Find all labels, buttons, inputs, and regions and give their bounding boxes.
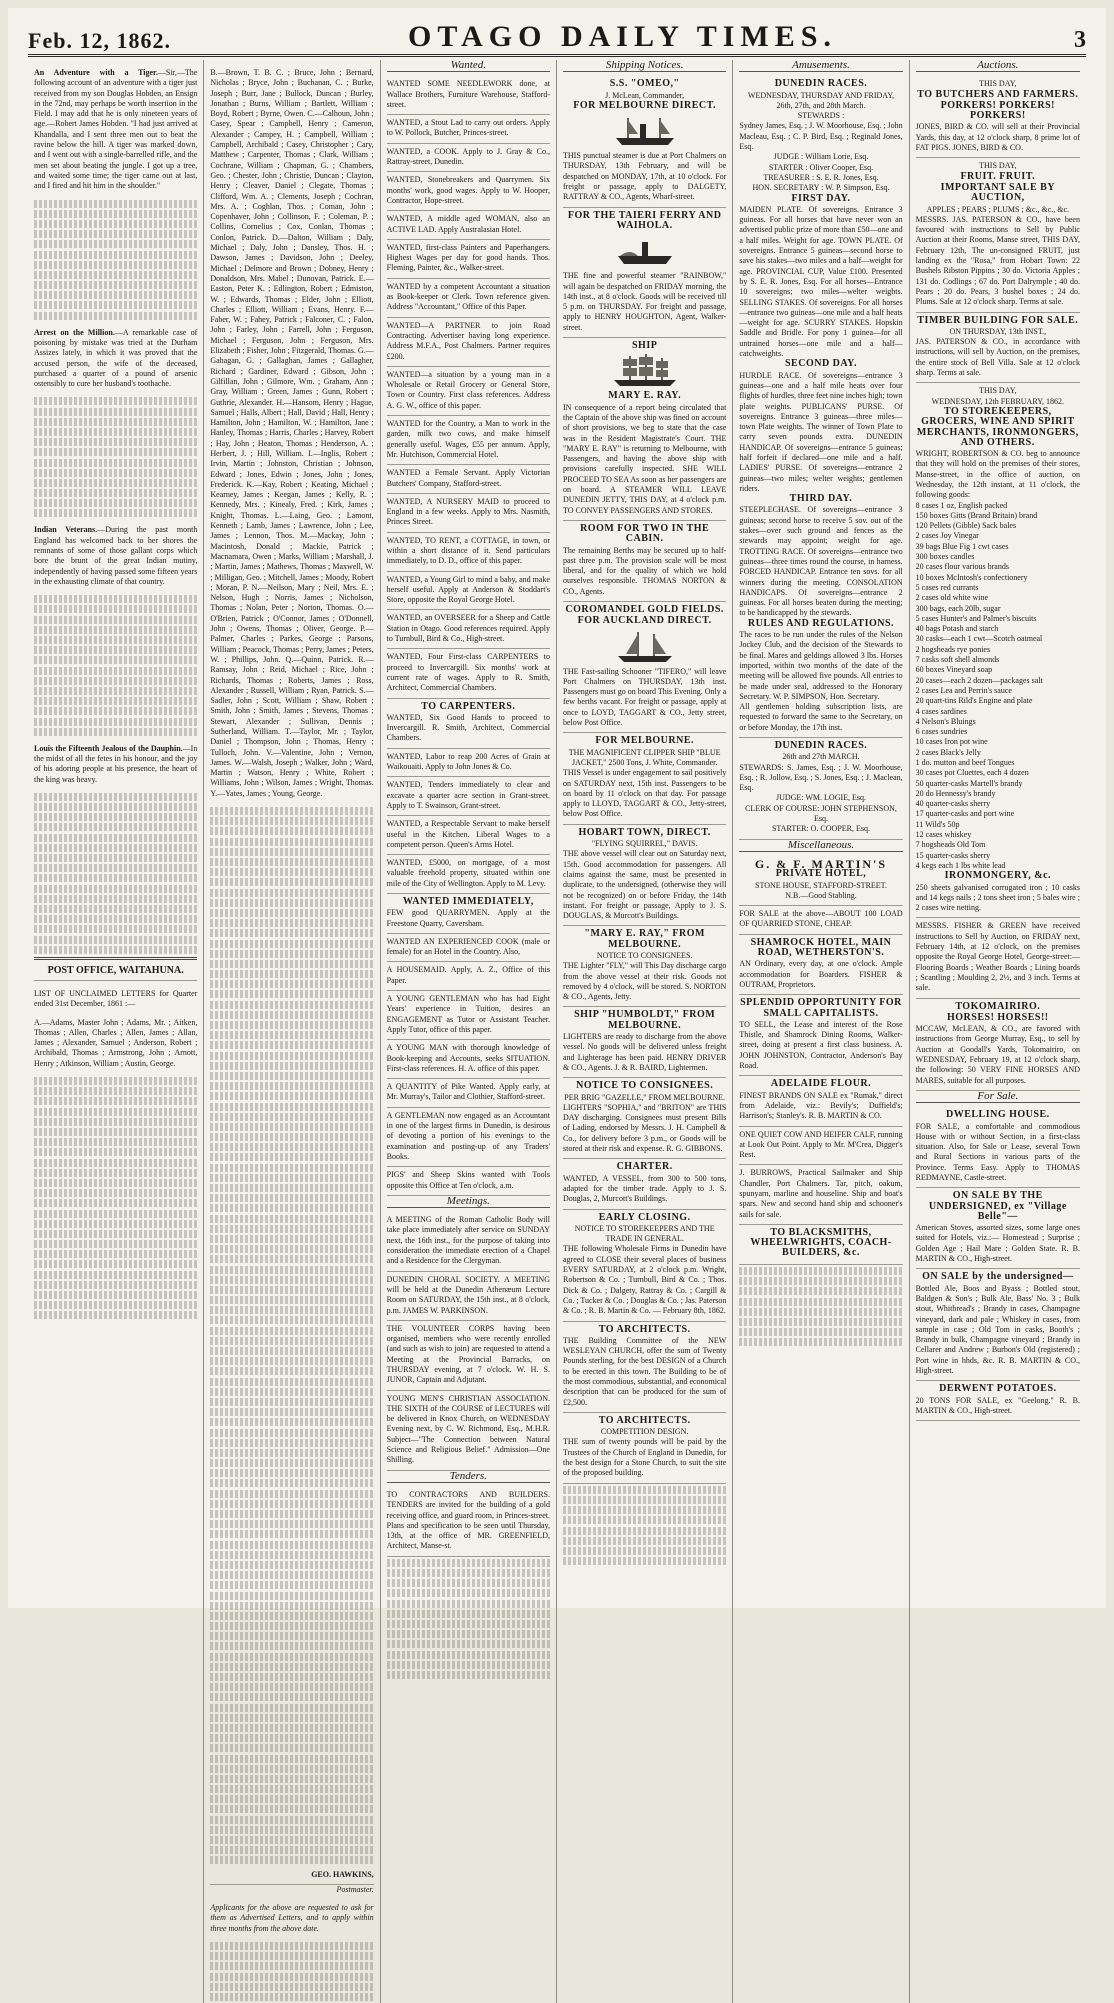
stoves-sale: ON SALE BY THE UNDERSIGNED, ex "Village Belle"— American Stoves, assorted sizes, some large ones suited for Hotels, viz.:— Homestead ; Surprise ; Golden Age ; Hail Mare ; Golden State. R. B. MARTIN & CO., High-street. — [916, 1188, 1080, 1269]
post-office-sub: LIST OF UNCLAIMED LETTERS for Quarter ended 31st December, 1861 :— — [34, 988, 198, 1009]
sailmaker-notice: J. BURROWS, Practical Sailmaker and Ship Chandler, Port Chalmers. Tar, pitch, oakum, spunyarn, marline and houseline. Ship and boat's spars. New and second hand ship and schooner's sails for sale. — [739, 1165, 902, 1224]
misc-ad: A HOUSEMAID. Apply, A. Z., Office of this Paper. — [387, 962, 550, 991]
capitalists-notice: SPLENDID OPPORTUNITY FOR SMALL CAPITALISTS. TO SELL, the Lease and interest of the Rose Thistle, and Shamrock Dining Rooms, Walker-street, doing at present a first class business. A. JOHN JOHNSTON, Contractor, Anderson's Bay Road. — [739, 995, 902, 1076]
auction-goods-list — [916, 501, 1080, 872]
wanted-ad: WANTED, an OVERSEER for a Sheep and Cattle Station in Otago. Good references required. Apply to Turnbull, Bird & Co., High-street. — [387, 610, 550, 649]
auction-goods-item: 10 cases Iron pot wine — [915, 737, 988, 747]
auction-goods-item: 5 cases Hunter's and Palmer's biscuits — [915, 613, 1037, 623]
auction-goods-item: 60 boxes Vineyard soap — [915, 665, 993, 675]
misc-ad: A GENTLEMAN now engaged as an Accountant in one of the largest firms in Dunedin, is desirous of devoting a portion of his evenings to the examination and posting-up of any Traders' Books. — [387, 1108, 550, 1167]
stone-sale-notice: FOR SALE at the above—ABOUT 100 LOAD OF QUARRIED STONE, CHEAP. — [739, 906, 902, 935]
auction-goods-item: 5 cases red currants — [915, 582, 979, 592]
storekeepers-auction: THIS DAY, WEDNESDAY, 12th FEBRUARY, 1862. TO STOREKEEPERS, GROCERS, WINE AND SPIRIT MERCHANTS, IRONMONGERS, AND OTHERS. WRIGHT, ROBERTSON & CO. beg to announce that they will hold on the premises of their stores, Manse-street, in the office of auction, on Wednesday, the 12th instant, at 11 o'clock, the following goods: 8 cases 1 oz, English packed 150 boxes Gitts (Brand Britain) brand 120 Pellets (Gibble) Sack bales 2 cases Joy Vinegar 39 bags Blue Fig 1 cwt cases 300 boxes candles 20 cases flour various brands 10 boxes McIntosh's confectionery 5 cases red currants 2 cases old white wine 300 bags, each 20lb, sugar 5 cases Hunter's and Palmer's biscuits 40 bags Potash and starch 30 casks—each 1 cwt—Scotch oatmeal 2 hogsheads rye ponies 7 casks soft shell almonds 60 boxes Vineyard soap 20 cases—each 2 dozen—packages salt 2 cases Lea and Perrin's sauce 20 quart-tins Rild's Engine and plate 4 cases sardines 4 Nelson's Bluings 6 cases sundries 10 cases Iron pot wine 2 cases Black's Jelly 1 do. mutton and beef Tongues 30 cases pot Cluettes, each 4 dozen 50 quarter-casks Martell's brandy 20 do Hennessy's brandy 40 quarter-casks sherry 17 quarter-casks and port wine 11 Wild's 50p 12 cases whiskey 7 hogsheads Old Tom 15 quarter-casks sherry 4 kegs each 1 lbs white lead IRONMONGERY, &c. 250 sheets galvanised corrugated iron ; 10 casks and 14 kegs nails ; 2 tons sheet iron ; 5 bales wire ; 2 cases wire netting. — [916, 383, 1080, 918]
auction-goods-item: 20 do Hennessy's brandy — [915, 788, 996, 798]
auction-goods-item: 17 quarter-casks and port wine — [915, 809, 1015, 819]
auction-goods-item: 39 bags Blue Fig 1 cwt cases — [915, 541, 1009, 551]
misc-ad: PIGS' and Sheep Skins wanted with Tools opposite this Office at Ten o'clock, a.m. — [387, 1167, 550, 1196]
postmaster-signature: GEO. HAWKINS, — [210, 1867, 373, 1885]
auctions-heading: Auctions. — [916, 60, 1080, 72]
steamer-icon — [610, 234, 680, 268]
auction-goods-item: 4 cases sardines — [915, 706, 967, 716]
auction-goods-item: 15 quarter-casks sherry — [915, 850, 991, 860]
horses-auction: TOKOMAIRIRO. HORSES! HORSES!! MCCAW, McLEAN, & CO., are favored with instructions from George Murray, Esq., to sell by Auction at Goodall's Yards, Tokomairiro, on WEDNESDAY, February 19, at 12 o'clock sharp, the following: 50 VERY FINE HORSES AND MARES, suitable for all purposes. — [916, 999, 1080, 1091]
quarrymen-ad: WANTED IMMEDIATELY, FEW good QUARRYMEN. Apply at the Freestone Quarry, Caversham. — [387, 894, 550, 934]
adelaide-flour-notice: ADELAIDE FLOUR. FINEST BRANDS ON SALE ex "Rumak," direct from Adelaide, viz.: Bevily's; Duffield's; Harrison's; Stanley's. R. B. MARTIN & CO. — [739, 1076, 902, 1126]
auction-goods-item: 11 Wild's 50p — [915, 819, 960, 829]
hotel-notice: G. & F. MARTIN'S PRIVATE HOTEL, STONE HOUSE, STAFFORD-STREET. N.B.—Good Stabling. — [739, 856, 902, 906]
mary-e-ray-notice: SHIP MARY E. RAY. IN consequence of a report being circulated that the Captain of the above ship was fined on account of short provisions, we beg to state that the case was in the Resident Magistrate's Court. THE "MARY E. RAY" is returning to Melbourne, with Passengers, and having the above ship with provisions carefully inspected. SHE WILL PROCEED TO SEA As soon as her passengers are on board. A STEAMER WILL LEAVE DUNEDIN JETTY, THIS DAY, at 4 o'clock p.m. TO CONVEY PASSENGERS AND STORES. — [563, 338, 726, 521]
columns — [28, 59, 1086, 1933]
newspaper-page — [8, 8, 1106, 1933]
auction-goods-item: 30 cases pot Cluettes, each 4 dozen — [915, 768, 1029, 778]
auction-goods-item: 7 casks soft shell almonds — [915, 655, 1000, 665]
wanted-ad: WANTED, Four First-class CARPENTERS to proceed to Invercargill. Six months' work at current rate of wages. Apply to R. Smith, Architect, Commercial Chambers. — [387, 649, 550, 698]
early-closing-notice: EARLY CLOSING. NOTICE TO STOREKEEPERS AND THE TRADE IN GENERAL. THE following Wholesale Firms in Dunedin have agreed to CLOSE their several places of business EVERY SATURDAY, at 2 o'clock p.m. Wright, Robertson & Co. ; Turnbull, Bird & Co. ; Thos. Dick & Co. ; Dalgety, Rattray & Co. ; Cargill & Co. ; Tucker & Co. ; Douglas & Co. ; Jas. Paterson & Co. ; R. B. Martin & Co. — February 8th, 1862. — [563, 1210, 726, 1322]
fisher-green-auction: MESSRS. FISHER & GREEN have received instructions to Sell by Auction, on FRIDAY next, February 14th, at 12 o'clock, on the premises opposite the Royal George Hotel, George-street:— Flooring Boards ; Weather Boards ; Lining boards ; Scantling ; Moulding 2, 2½, and 3 inch. Terms at sale. — [916, 918, 1080, 998]
wanted-ad: WANTED, a Respectable Servant to make herself useful in the Kitchen. Liberal Wages to a competent person. Queen's Arms Hotel. — [387, 816, 550, 855]
auction-goods-item: 2 cases Joy Vinegar — [915, 531, 979, 541]
wanted-ad: WANTED, first-class Painters and Paperhangers. Highest Wages per day for good hands. Thos. Fleming, Painter, &c., Walker-street. — [387, 240, 550, 279]
fly-lighter-notice: "MARY E. RAY," FROM MELBOURNE. NOTICE TO CONSIGNEES. THE Lighter "FLY," will This Day discharge cargo from the above vessel at their risk. Goods not removed by 4 o'clock, will be stored. S. NORTON & CO., Agents, Jetty. — [563, 926, 726, 1007]
column-3 — [381, 60, 557, 2003]
auction-goods-item: 2 cases old white wine — [915, 593, 989, 603]
blue-jacket-notice: FOR MELBOURNE. THE MAGNIFICENT CLIPPER SHIP "BLUE JACKET," 2500 Tons, J. White, Commander. THIS Vessel is under engagement to sail positively on SATURDAY next, 15th inst. Passengers to be on board by 11 o'clock on that day. For passage apply to LLOYD, TAGGART & CO., Jetty-street, below Post Office. — [563, 733, 726, 824]
auction-goods-item: 2 cases Lea and Perrin's sauce — [915, 685, 1012, 695]
hobart-notice: HOBART TOWN, DIRECT. "FLYING SQUIRREL," DAVIS. THE above vessel will clear out on Saturday next, 15th. Good accommodation for passengers. All claims against the same, must be presented in duplicate, to the undersigned, (otherwise they will not be recognized) on or before Friday, the 14th instant. For freight or passage, Apply to J. S. DOUGLAS, & Murcott's Buildings. — [563, 825, 726, 927]
masthead — [28, 14, 1086, 57]
auction-goods-item: 30 casks—each 1 cwt—Scotch oatmeal — [915, 634, 1043, 644]
column-1 — [28, 60, 204, 2003]
tender-notice: TO CONTRACTORS AND BUILDERS. TENDERS are invited for the building of a gold receiving office, and guard room, in Princes-street. Plans and specification to be seen until Thursday, 13th, at the office of MR. GREENFIELD, Architect, Manse-st. — [387, 1487, 550, 1557]
column-4 — [557, 60, 733, 2003]
letter-list: B.—Brown, T. B. C. ; Bruce, John ; Bernard, Nicholas ; Bryce, John ; Buchanan, C. ; Burke, Joseph ; Burr, Jane ; Bullock, Duncan ; Burley, Jonathan ; Burns, William ; Bartlett, William ; Boyd, Robert ; Byrne, Owen. C.—Calhoun, John ; Casey, Spear ; Campbell, Henry ; Cameron, Alexander ; Campey, H. ; Campbell, William ; Campbell, Archibald ; Casey, Christopher ; Cary, Matthew ; Carpenter, Thomas ; Clark, William ; Cochrane, William ; Chapman, G. ; Chambers, Geo. ; Chester, John ; Christie, Duncan ; Clayton, Henry ; Cleaver, Daniel ; Clegate, Thomas ; Clifford, Wm. A. ; Clements, Joseph ; Cochran, Mrs. A. ; Coghlan, Thos. ; Coman, John ; Copenhaver, John ; Collinson, F. ; Coleman, P. ; Collins, Cornelius ; Cox, Conlan, Thomas ; Conlon, Patrick. D.—Dalton, William ; Daly, Michael ; Daly, John ; Dansley, Thos. H. ; Dawson, James ; Davidson, John ; Deeley, Michael ; Delmore and Brown ; Dobney, Henry ; Donaldson, Mrs. Mabel ; Dunovan, Patrick. E.—Easton, Peter K. ; Edlington, Robert ; Edmiston, W. ; Edwards, Thomas ; Elder, John ; Elliott, Charles ; Elliott, William ; Evans, Henry. F.—Faber, W. ; Fahey, Patrick ; Falconer, C. ; Falon, John ; Farley, John ; Farrell, John ; Ferguson, Michael ; Ferguson, John ; Ferguson, Mrs. Elizabeth ; Fisher, John ; Fitzgerald, Thomas. G.—Gahagan, G. ; Gallaghan, James ; Gallagher, Richard ; Gardiner, Edward ; Gibson, John ; Gilfillan, John ; Gilmore, Wm. ; Graham, Ann ; Gray, William ; Green, James ; Gunn, Robert ; Guthrie, Alexander. H.—Hansom, Henry ; Hague, Samuel ; Halls, Albert ; Hall, David ; Hall, Henry ; Hamilton, John ; Hamilton, W. ; Hamilton, Jane ; Hanley, Thomas ; Harris, Charles ; Harvey, Robert ; Hay, John ; Heaton, Thomas ; Henderson, A. ; Herbert, J. ; Hill, William. I.—Inglis, Robert ; Irvin, Martin ; Johnston, Christian ; Johnson, Edward ; Jones, Edwin ; Jones, John ; Jones, Frederick. K.—Kay, Robert ; Keating, Michael ; Kearney, James ; Keegan, James ; Kelly, R. ; Kennedy, Mrs. ; Kinealy, Fred. ; Kirk, James ; Knight, Thomas. L.—Laing, Geo. ; Lamont, Kenneth ; Lamb, James ; Lawrence, John ; Lee, James ; Lennon, Thos. M.—Mackay, John ; Macintosh, Donald ; Mackie, Patrick ; Macnamara, Owen ; Marks, William ; Marshall, J. ; Martin, James ; Mathews, Thomas ; Maxwell, W. ; Milligan, Geo. ; Mitchell, James ; Moody, Robert ; Moran, P. N.—Neilson, Mary ; Neil, Mrs. E. ; Nelson, Hugh ; Norris, James ; Nicholson, Thomas ; Nolan, Peter ; Norton, Thomas. O.—O'Brien, Patrick ; O'Connor, James ; O'Donnell, John ; Owens, Thomas ; Oliver, George. P.—Palmer, Charles ; Parkes, George ; Parsons, William ; Peacock, Thomas ; Perry, James ; Peters, W. ; Phillips, John. Q.—Quinn, Patrick. R.—Ramsay, John ; Reid, Michael ; Rice, John ; Richards, Thomas ; Roberts, James ; Ross, Alexander ; Russell, William ; Ryan, Patrick. S.—Sadler, John ; Scott, William ; Shaw, Robert ; Smith, John ; Smith, James ; Stevens, Thomas ; Stewart, Alexander ; Sullivan, Dennis ; Sutherland, William. T.—Taylor, Mr. ; Taylor, Daniel ; Thompson, John ; Thomas, Henry ; Tulloch, John. V.—Valentine, John ; Vernon, James. W.—Walsh, Joseph ; Walker, John ; Ward, Martin ; Watson, Henry ; White, Robert ; Williams, John ; Wilson, James ; Wright, Thomas. Y.—Yates, James ; Young, George. — [210, 68, 374, 798]
page-number: 3 — [1074, 27, 1086, 53]
wanted-ad: WANTED, Stonebreakers and Quarrymen. Six months' work, good wages. Apply to W. Hooper, Contractor, Hope-street. — [387, 172, 550, 211]
auction-goods-item: 20 cases—each 2 dozen—packages salt — [915, 675, 1043, 685]
architects-competition-notice: TO ARCHITECTS. COMPETITION DESIGN. THE sum of twenty pounds will be paid by the Trustees of the Church of England in Dunedin, for the best design for a Stone Church, to suit the site of the proposed building. — [563, 1413, 726, 1484]
article-dauphin: Louis the Fifteenth Jealous of the Dauphin.—In the midst of all the fetes in his honour, and the joy of his adoring people at his presence, the heart of the king was heavy. — [34, 743, 198, 784]
wanted-ad: WANTED for the Country, a Man to work in the garden, milk two cows, and make himself generally useful. Wages, £55 per annum. Apply, Mr. Hutchison, Commercial Hotel. — [387, 416, 550, 465]
races-second-notice: DUNEDIN RACES. 26th and 27th MARCH. STEWARDS: S. James, Esq. ; J. W. Moorhouse, Esq. ; R. Jollow, Esq. ; S. Jones, Esq. ; J. Maclean, Esq. JUDGE: WM. LOGIE, Esq. CLERK OF COURSE: JOHN STEPHENSON, Esq. STARTER: O. COOPER, Esq. — [739, 738, 902, 840]
auction-goods-item: 2 cases Black's Jelly — [915, 747, 981, 757]
charter-notice: CHARTER. WANTED, A VESSEL, from 300 to 500 tons, adapted for the timber trade. Apply to J. S. Douglas, 2, Murcott's Buildings. — [563, 1159, 726, 1209]
auction-goods-item: 4 Nelson's Bluings — [915, 716, 976, 726]
liquor-sale: ON SALE by the undersigned— Bottled Ale, Boos and Byass ; Bottled stout, Baldgen & Son's ; Bulk Ale, Bass' No. 3 ; Bulk stout, Whitbread's ; Brandy in cases, Champagne vineyard, dark and pale ; Whiskey in cases, from sample in case ; Old Tom in casks, Booth's ; Brandy in bulk, Champagne vineyard ; Brandy in Cellarer and Andrew ; Burbon's Old (registered) ; Port wine in hhds, &c. R. B. MARTIN & CO., High-street. — [916, 1269, 1080, 1381]
wanted-ad: WANTED, £5000, on mortgage, of a most valuable freehold property, situated within one mile of the City of Wellington. Apply to M. Levy. — [387, 855, 550, 894]
amusements-heading: Amusements. — [739, 60, 902, 72]
steamer-icon — [610, 114, 680, 148]
postmaster-note: Applicants for the above are requested to ask for them as Advertised Letters, and to apply within three months from the above date. — [210, 1903, 374, 1933]
fruit-auction: THIS DAY, FRUIT. FRUIT. IMPORTANT SALE BY AUCTION, APPLES ; PEARS ; PLUMS ; &c., &c., &c. MESSRS. JAS. PATERSON & CO., have been favoured with instructions to Sell by Public Auction at their Rooms, Manse street, THIS DAY, February 12th, The un-consigned FRUIT, just landing ex the "Rosa," from Hobart Town: 22 Bushels Ribston Pippins ; 30 do. Victoria Apples ; 131 do. Codlings ; 67 do. Port Dalrymple ; 40 do. Pears ; 20 do. Pears, 3 bushel boxes ; 24 do. Plums. Sale at 12 o'clock sharp. Terms at sale. — [916, 158, 1080, 312]
schooner-icon — [610, 630, 680, 664]
article-arsenic: Arrest on the Million.—A remarkable case of poisoning by mistake was tried at the Durham Assizes lately, in which it was proved that the accused person, the wife of the deceased, purchased a quarter of a pound of arsenic ostensibly to cure her husband's toothache. — [34, 327, 198, 389]
auction-goods-item: 2 hogsheads rye ponies — [915, 644, 991, 654]
postmaster-title: Postmaster. — [336, 1884, 374, 1894]
auction-goods-item: 7 hogsheads Old Tom — [915, 840, 986, 850]
wanted-ad: WANTED, Tenders immediately to clear and excavate a quarter acre section in Grant-street. Apply to T. Swainson, Grant-street. — [387, 777, 550, 816]
wanted-ad: WANTED, A middle aged WOMAN, also an ACTIVE LAD. Apply Australasian Hotel. — [387, 211, 550, 240]
wanted-ad: WANTED, a Young Girl to mind a baby, and make herself useful. Apply at Anderson & Stoddart's Store, opposite the Royal George Hotel. — [387, 572, 550, 611]
auction-goods-item: 40 quarter-casks sherry — [915, 799, 991, 809]
auction-goods-item: 40 bags Potash and starch — [915, 624, 999, 634]
wanted-ad: WANTED SOME NEEDLEWORK done, at Wallace Brothers, Furniture Warehouse, Stafford-street. — [387, 76, 550, 115]
auction-goods-item: 4 kegs each 1 lbs white lead — [915, 860, 1006, 870]
wanted-ad: WANTED, Labor to reap 200 Acres of Grain at Waikouaiti. Apply to John Jones & Co. — [387, 749, 550, 778]
auction-goods-item: 10 boxes McIntosh's confectionery — [915, 572, 1028, 582]
letter-list-a: A.—Adams, Master John ; Adams, Mr. ; Aitken, Thomas ; Allen, Charles ; Allen, James ; Allan, James ; Alexander, Samuel ; Anderson, Robert ; Archibald, Thomas ; Armstrong, John ; Arnott, Henry ; Atkinson, William ; Austin, George. — [34, 1017, 198, 1068]
wanted-ad: WANTED—A PARTNER to join Road Contracting. Advertiser having long experience. Address M.F.A., Post Chalmers. Partner requires £200. — [387, 318, 550, 367]
humboldt-notice: SHIP "HUMBOLDT," FROM MELBOURNE. LIGHTERS are ready to discharge from the above vessel. No goods will be delivered unless freight and Lighterage has been paid. HENRY DRIVER & CO., Agents. J. & R. BAIRD, Lightermen. — [563, 1007, 726, 1078]
timber-auction: TIMBER BUILDING FOR SALE. ON THURSDAY, 13th INST., JAS. PATERSON & CO., in accordance with instructions, will sell by Auction, on the premises, the entire stock of Bell Villa. Sale at 12 o'clock sharp. Terms at sale. — [916, 313, 1080, 384]
miscellaneous-heading: Miscellaneous. — [739, 840, 902, 852]
potatoes-sale: DERWENT POTATOES. 20 TONS FOR SALE, ex "Geelong." R. B. MARTIN & CO., High-street. — [916, 1381, 1080, 1421]
article-tiger: An Adventure with a Tiger.—Sir,—The following account of an adventure with a tiger just received from my son Douglas Hobden, an Ensign in the 72nd, may perhaps be worth insertion in the Field. I may add that he is only nineteen years of age.—Robert James Hobden. "I had just arrived at Khandalla, and I sent three men out to beat the ravine below the hill. A tiger was marked down, and I went out with a single-barrelled rifle, and the men set about beating the jungle. I got up a tree, and waited some time; the tiger came out at last, and I fired and hit him in the shoulder." — [34, 68, 198, 191]
cow-notice: ONE QUIET COW AND HEIFER CALF, running at Look Out Point. Apply to Mr. M'Crea, Digger's Rest. — [739, 1127, 902, 1166]
auction-goods-item: 12 cases whiskey — [915, 830, 972, 840]
issue-date: Feb. 12, 1862. — [28, 28, 171, 53]
races-notice: DUNEDIN RACES. WEDNESDAY, THURSDAY AND FRIDAY, 26th, 27th, and 28th March. STEWARDS : Sydney James, Esq. ; J. W. Moorhouse, Esq. ; John Macleau, Esq. ; C. P. Bird, Esq. ; Reginald Jones, Esq. JUDGE : William Lorie, Esq. STARTER : Oliver Cooper, Esq. TREASURER : S. E. R. Jones, Esq. HON. SECRETARY : W. P. Simpson, Esq. FIRST DAY. MAIDEN PLATE. Of sovereigns. Entrance 3 guineas. For all horses that have never won an advertised public prize of more than £50—one and a half miles. Weight for age. TOWN PLATE. Of sovereigns. Entrance 5 guineas—second horse to save his stakes—two miles and a half—weight for age. PROVINCIAL CUP, Value £100. Presented by S. E. R. Jones, Esq. For all horses—Entrance 10 sovereigns; two miles—welter weights. SELLING STAKES. Of sovereigns. For all horses—entrance two guineas—one mile and a half heats—weight for age. SCURRY STAKES. Hopskin Saddle and Bridle. For pony 1 guinea—for all untrained horses—one mile and a half—catchweights. SECOND DAY. HURDLE RACE. Of sovereigns—entrance 3 guineas—one and a half mile heats over four flights of hurdles, three feet nine inches high; town plate weights. PUBLICANS' PURSE. Of sovereigns. Entrance 3 guineas—three miles—town Plate weights. The winner of Town Plate to carry seven pounds extra. DUNEDIN HANDICAP. Of sovereigns—entrance 5 guineas; half forfeit if declared—one mile and a half. LADIES' PURSE. Of sovereigns—entrance 2 guineas—two miles; welter weights; gentlemen riders. THIRD DAY. STEEPLECHASE. Of sovereigns—entrance 3 guineas; second horse to receive 5 sov. out of the stakes—over such ground and fences as the stewards may appoint; weight for age. TROTTING RACE. Of sovereigns—entrance two guineas—three times round the course, in harness. FORCED HANDICAP. Entrance ten sovs. for all winners during the meeting. CONSOLATION HANDICAPS. Of sovereigns—entrance 2 guineas. For all horses beaten during the meeting; to be handicapped by the stewards. RULES AND REGULATIONS. The races to be run under the rules of the Nelson Jockey Club, and the decision of the Stewards to be final. Mares and geldings allowed 3 lbs. Horses imported, within two months of the date of the meeting will be allowed five pounds. All entries to be made under seal, addressed to the Honorary Secretary. W. P. SIMPSON, Hon. Secretary. All gentlemen holding subscription lists, are requested to forward the same to the Secretary, on or before Monday, the 17th inst. — [739, 76, 902, 738]
misc-ad: A YOUNG MAN with thorough knowledge of Book-keeping and Accounts, seeks SITUATION. First-class references. H. A. office of this paper. — [387, 1040, 550, 1079]
wanted-ad: WANTED, A NURSERY MAID to proceed to England in a few weeks. Apply to Mrs. Nasmith, Princes Street. — [387, 494, 550, 533]
omeo-notice: S.S. "OMEO," J. McLean, Commander, FOR MELBOURNE DIRECT. THIS punctual steamer is due at Port Chalmers on THURSDAY, 13th February, and will be despatched on MONDAY, 17th, at 10 o'clock. For freight or passage, apply to DALGETY, RATTRAY & CO., Agents, Wharf-street. — [563, 76, 726, 207]
wanted-ad: WANTED, TO RENT, a COTTAGE, in town, or within a short distance of it. Send particulars immediately, to D. D., office of this paper. — [387, 533, 550, 572]
dwelling-sale: DWELLING HOUSE. FOR SALE, a comfortable and commodious House with or without Section, in a first-class situation. Also, for Sale or Lease, several Town and Rural Sections in various parts of the Province. Terms Easy. Apply to THOMAS REDMAYNE, Castle-street. — [916, 1107, 1080, 1188]
sailing-ship-icon — [610, 354, 680, 388]
auction-goods-item: 300 bags, each 20lb, sugar — [915, 603, 1001, 613]
column-2 — [204, 60, 380, 2003]
taieri-notice: FOR THE TAIERI FERRY AND WAIHOLA. THE fine and powerful steamer "RAINBOW," will again be despatched on FRIDAY morning, the 14th inst., at 8 o'clock. Goods will be received till 5 p.m. on THURSDAY. For freight and passage, apply to HENRY HOUGHTON, Agent, Walker-street. — [563, 208, 726, 338]
column-6 — [910, 60, 1086, 2003]
auction-goods-item: 20 cases flour various brands — [915, 562, 1009, 572]
meeting-notice: A MEETING of the Roman Catholic Body will take place immediately after service on SUNDAY next, the 16th inst., for the purpose of taking into consideration the immediate erection of a Chapel and a Residence for the Clergyman. — [387, 1212, 550, 1271]
wanted-ads — [387, 76, 550, 698]
wanted-ad: WANTED a Female Servant. Apply Victorian Butchers' Company, Stafford-street. — [387, 465, 550, 494]
auction-goods-item: 20 quart-tins Rild's Engine and plate — [915, 696, 1033, 706]
newspaper-title: OTAGO DAILY TIMES. — [408, 20, 837, 53]
gazelle-notice: NOTICE TO CONSIGNEES. PER BRIG "GAZELLE," FROM MELBOURNE. LIGHTERS "SOPHIA," and "BRITON" are THIS DAY discharging. Consignees must present Bills of Lading, endorsed by Messrs. J. H. Campbell & Co., for delivery before 3 p.m., or Goods will be stored at their risk and expense. R. G. GIBBONS. — [563, 1078, 726, 1159]
wanted-ad: WANTED—a situation by a young man in a Wholesale or Retail Grocery or General Store, Town or Country. First class references. Address A. G. W., office of this paper. — [387, 367, 550, 416]
misc-ad: A QUANTITY of Pike Wanted. Apply early, at Mr. Murray's, Tailor and Clothier, Stafford-street. — [387, 1079, 550, 1108]
meeting-notice: DUNEDIN CHORAL SOCIETY. A MEETING will be held at the Dunedin Athenæum Lecture Room on SATURDAY, the 15th inst., at 8 o'clock, p.m. JAMES W. PARKINSON. — [387, 1272, 550, 1321]
wanted-ad: WANTED, a Stout Lad to carry out orders. Apply to W. Pollock, Butcher, Princes-street. — [387, 115, 550, 144]
auction-goods-item: 50 quarter-casks Martell's brandy — [915, 778, 1023, 788]
auckland-notice: COROMANDEL GOLD FIELDS. FOR AUCKLAND DIRECT. THE Fast-sailing Schooner "TIFERO," will leave Port Chalmers on THURSDAY, 13th inst. Passengers must go on board This Evening. Only a few berths vacant. For freight or passage, apply at once to LOYD, TAGGART & CO., Jetty street, below Post Office. — [563, 602, 726, 733]
shipping-heading: Shipping Notices. — [563, 60, 726, 72]
porkers-auction: THIS DAY, TO BUTCHERS AND FARMERS. PORKERS! PORKERS! PORKERS! JONES, BIRD & CO. will sell at their Provincial Yards, this day, at 12 o'clock sharp, 8 prime lot of FAT PIGS. JONES, BIRD & CO. — [916, 76, 1080, 158]
wanted-ad: WANTED by a competent Accountant a situation as Book-keeper or Clerk. Town reference given. Address "Accountant," Office of this Paper. — [387, 279, 550, 318]
misc-ad: WANTED AN EXPERIENCED COOK (male or female) for an Hotel in the Country. Also, — [387, 934, 550, 963]
auction-goods-item: 8 cases 1 oz, English packed — [915, 500, 1008, 510]
auction-goods-item: 150 boxes Gitts (Brand Britain) brand — [915, 510, 1038, 520]
carpenters-ad: TO CARPENTERS. WANTED, Six Good Hands to proceed to Invercargill. R. Smith, Architect, Commercial Chambers. — [387, 699, 550, 749]
cabin-notice: ROOM FOR TWO IN THE CABIN. The remaining Berths may be secured up to half-past three p.m. The provision scale will be most liberal, and for the quality of which we hold ourselves responsible. THOMAS NORTON & CO., Agents. — [563, 521, 726, 602]
blacksmiths-notice: TO BLACKSMITHS, WHEELWRIGHTS, COACH-BUILDERS, &c. — [739, 1225, 902, 1265]
misc-ad: A YOUNG GENTLEMAN who has had Eight Years' experience in Tuition, desires an ENGAGEMENT as Tutor or Assistant Teacher. Apply Tutor, office of this paper. — [387, 991, 550, 1040]
meeting-notice: YOUNG MEN'S CHRISTIAN ASSOCIATION. THE SIXTH of the COURSE of LECTURES will be delivered in Knox Church, on WEDNESDAY Evening next, by C. W. Richmond, Esq., M.H.R. Subject—"The Connection between Natural Science and Religious Belief." Admission—One Shilling. — [387, 1391, 550, 1471]
column-5 — [733, 60, 909, 2003]
architects-notice: TO ARCHITECTS. THE Building Committee of the NEW WESLEYAN CHURCH, offer the sum of Twenty Pounds sterling, for the best DESIGN of a Church to be erected in this town. The Building to be of the most commodious, substantial, and economical description that can be produced for the sum of £2,500. — [563, 1322, 726, 1413]
auction-goods-item: 300 boxes candles — [915, 552, 975, 562]
shamrock-notice: SHAMROCK HOTEL, MAIN ROAD, WETHERSTON'S. AN Ordinary, every day, at one o'clock. Ample accommodation for Boarders. FISHER & OUTRAM, Proprietors. — [739, 935, 902, 995]
meeting-notice: THE VOLUNTEER CORPS having been organised, members who were recently enrolled (and such as wish to join) are requested to attend a Meeting at the Provincial Barracks, on THURSDAY evening, at 7 o'clock. W. H. S. JUNOR, Captain and Adjutant. — [387, 1321, 550, 1391]
article-veterans: Indian Veterans.—During the past month England has welcomed back to her shores the remnants of some of those gallant corps which bore the brunt of the great Indian mutiny, independently of having passed some fifteen years in the exhausting climate of that country. — [34, 525, 198, 586]
auction-goods-item: 120 Pellets (Gibble) Sack bales — [915, 521, 1017, 531]
for-sale-heading: For Sale. — [916, 1091, 1080, 1103]
auction-goods-item: 1 do. mutton and beef Tongues — [915, 758, 1015, 767]
post-office-heading: POST OFFICE, WAITAHUNA. — [34, 963, 197, 981]
auction-goods-item: 6 cases sundries — [915, 727, 968, 737]
meetings-heading: Meetings. — [387, 1196, 550, 1208]
tenders-heading: Tenders. — [387, 1471, 550, 1483]
wanted-ad: WANTED, a COOK. Apply to J. Gray & Co., Rattray-street, Dunedin. — [387, 144, 550, 173]
wanted-heading: Wanted. — [387, 60, 550, 72]
